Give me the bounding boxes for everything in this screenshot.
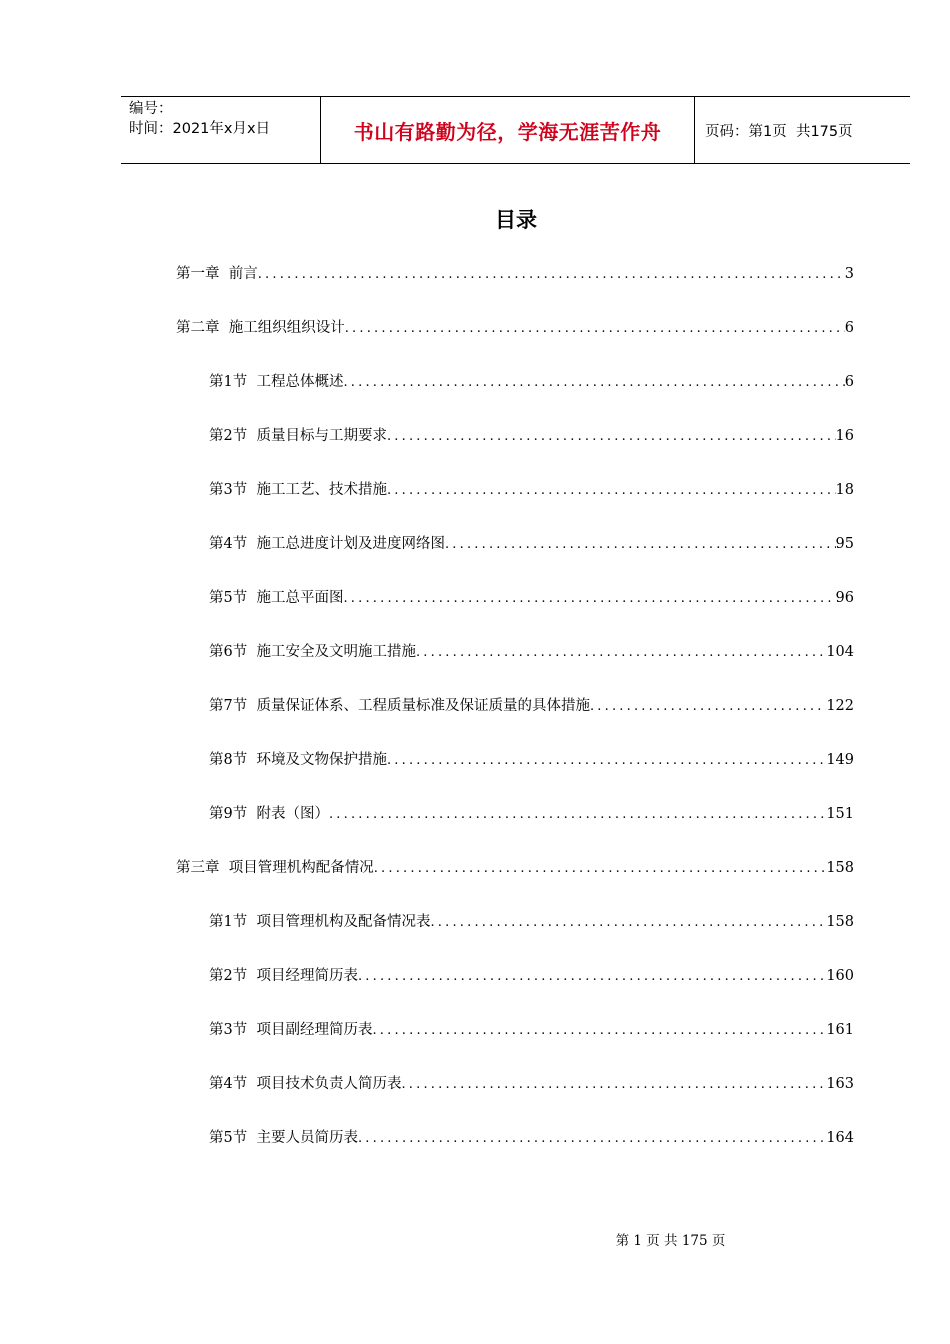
header-page-info: 页码：第1页 共175页 bbox=[705, 123, 853, 140]
toc-section-entry[interactable] bbox=[209, 748, 854, 772]
page-footer: 第 1 页 共 175 页 bbox=[615, 1233, 726, 1249]
toc-leader-dots bbox=[343, 371, 844, 394]
toc-leader-dots bbox=[345, 317, 845, 340]
toc-entry-page: 158 bbox=[826, 860, 854, 876]
toc-leader-dots bbox=[401, 1073, 826, 1096]
toc-leader-dots bbox=[372, 1019, 826, 1042]
toc-section-entry[interactable] bbox=[209, 910, 854, 934]
toc-entry-page: 6 bbox=[844, 374, 854, 390]
document-number-label: 编号： bbox=[129, 101, 173, 117]
toc-entry-label: 第一章 前言 bbox=[176, 266, 258, 282]
toc-leader-dots bbox=[358, 965, 826, 988]
toc-entry-label: 第9节 附表（图） bbox=[209, 806, 329, 822]
toc-chapter-entry[interactable] bbox=[176, 856, 854, 880]
toc-entry-label: 第5节 主要人员简历表 bbox=[209, 1130, 358, 1146]
toc-entry-page: 151 bbox=[826, 806, 854, 822]
toc-entry-label: 第8节 环境及文物保护措施 bbox=[209, 752, 387, 768]
toc-entry-label: 第3节 施工工艺、技术措施 bbox=[209, 482, 387, 498]
toc-entry-label: 第2节 项目经理简历表 bbox=[209, 968, 358, 984]
toc-entry-label: 第3节 项目副经理简历表 bbox=[209, 1022, 373, 1038]
toc-leader-dots bbox=[258, 263, 845, 286]
toc-entry-label: 第4节 施工总进度计划及进度网络图 bbox=[209, 536, 445, 552]
toc-entry-page: 16 bbox=[835, 428, 854, 444]
header-meta-cell bbox=[121, 97, 321, 163]
toc-section-entry[interactable] bbox=[209, 1126, 854, 1150]
toc-entry-page: 164 bbox=[826, 1130, 854, 1146]
toc-section-entry[interactable] bbox=[209, 802, 854, 826]
toc-leader-dots bbox=[430, 911, 826, 934]
toc-entry-page: 18 bbox=[835, 482, 854, 498]
toc-leader-dots bbox=[387, 425, 836, 448]
toc-entry-page: 3 bbox=[844, 266, 854, 282]
toc-section-entry[interactable] bbox=[209, 370, 854, 394]
toc-entry-page: 6 bbox=[844, 320, 854, 336]
toc-entry-label: 第三章 项目管理机构配备情况 bbox=[176, 860, 374, 876]
toc-entry-label: 第5节 施工总平面图 bbox=[209, 590, 344, 606]
toc-leader-dots bbox=[329, 803, 826, 826]
toc-leader-dots bbox=[387, 479, 836, 502]
toc-entry-page: 95 bbox=[835, 536, 854, 552]
toc-leader-dots bbox=[590, 695, 826, 718]
toc-entry-page: 96 bbox=[835, 590, 854, 606]
toc-section-entry[interactable] bbox=[209, 640, 854, 664]
header-motto: 书山有路勤为径，学海无涯苦作舟 bbox=[321, 97, 695, 163]
toc-leader-dots bbox=[416, 641, 826, 664]
toc-leader-dots bbox=[445, 533, 836, 556]
toc-leader-dots bbox=[374, 857, 827, 880]
toc-entry-label: 第6节 施工安全及文明施工措施 bbox=[209, 644, 416, 660]
toc-section-entry[interactable] bbox=[209, 424, 854, 448]
toc-entry-label: 第1节 工程总体概述 bbox=[209, 374, 344, 390]
toc-entry-page: 161 bbox=[826, 1022, 854, 1038]
document-date: 时间：2021年x月x日 bbox=[129, 121, 271, 137]
header-page-info-cell bbox=[695, 97, 910, 163]
toc-entry-label: 第二章 施工组织组织设计 bbox=[176, 320, 345, 336]
toc-section-entry[interactable] bbox=[209, 1072, 854, 1096]
toc-entry-page: 104 bbox=[826, 644, 854, 660]
toc-entry-label: 第4节 项目技术负责人简历表 bbox=[209, 1076, 402, 1092]
toc-entry-page: 122 bbox=[826, 698, 854, 714]
toc-entry-label: 第1节 项目管理机构及配备情况表 bbox=[209, 914, 431, 930]
toc-chapter-entry[interactable] bbox=[176, 262, 854, 286]
toc-entry-label: 第7节 质量保证体系、工程质量标准及保证质量的具体措施 bbox=[209, 698, 590, 714]
toc-section-entry[interactable] bbox=[209, 586, 854, 610]
page-header bbox=[121, 96, 910, 164]
toc-entry-page: 163 bbox=[826, 1076, 854, 1092]
toc-leader-dots bbox=[358, 1127, 826, 1150]
toc-section-entry[interactable] bbox=[209, 1018, 854, 1042]
toc-section-entry[interactable] bbox=[209, 964, 854, 988]
toc-section-entry[interactable] bbox=[209, 532, 854, 556]
toc-section-entry[interactable] bbox=[209, 694, 854, 718]
toc-leader-dots bbox=[343, 587, 835, 610]
toc-chapter-entry[interactable] bbox=[176, 316, 854, 340]
toc-entry-page: 160 bbox=[826, 968, 854, 984]
toc-section-entry[interactable] bbox=[209, 478, 854, 502]
toc-title: 目录 bbox=[495, 208, 537, 232]
toc-leader-dots bbox=[387, 749, 826, 772]
toc-entry-label: 第2节 质量目标与工期要求 bbox=[209, 428, 387, 444]
toc-entry-page: 158 bbox=[826, 914, 854, 930]
toc-entry-page: 149 bbox=[826, 752, 854, 768]
